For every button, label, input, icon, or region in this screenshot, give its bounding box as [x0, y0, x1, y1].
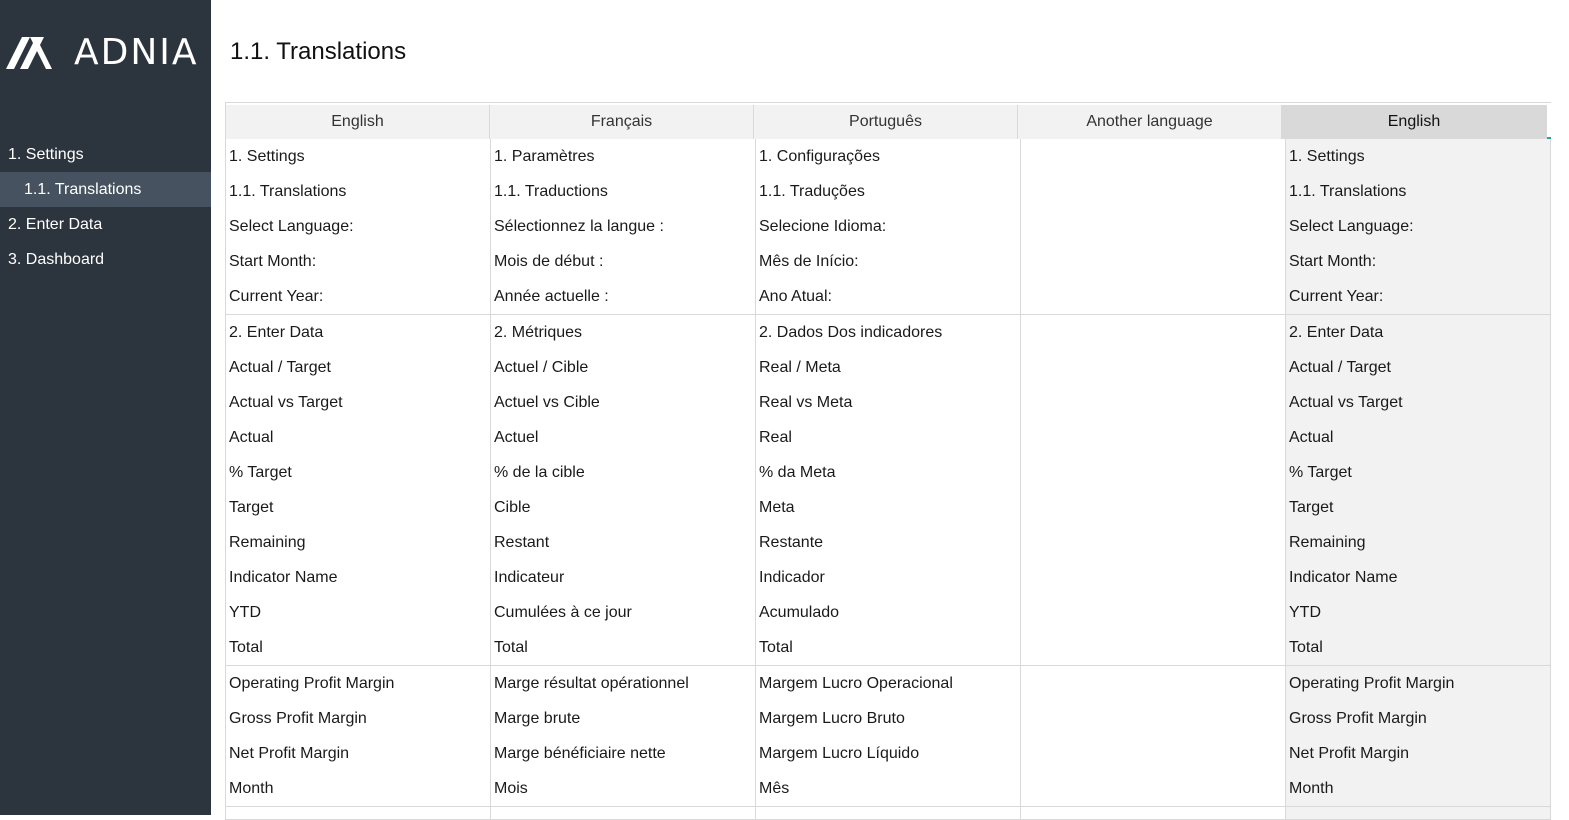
table-cell[interactable]: [1021, 209, 1285, 244]
sidebar-nav: [0, 137, 211, 277]
adnia-logo-icon: [6, 35, 54, 71]
column-header-another-language[interactable]: Another language: [1018, 105, 1282, 139]
table-cell[interactable]: 1.1. Traductions: [494, 183, 608, 200]
table-cell[interactable]: Margem Lucro Operacional: [759, 675, 953, 692]
table-cell[interactable]: % da Meta: [759, 464, 836, 481]
table-cell[interactable]: 1.1. Traduções: [759, 183, 865, 200]
table-cell[interactable]: Remaining: [1289, 534, 1366, 551]
table-cell[interactable]: Indicator Name: [1289, 569, 1398, 586]
brand-name: ADNIA: [74, 32, 199, 73]
table-cell[interactable]: % Target: [229, 464, 292, 481]
table-cell[interactable]: 1. Paramètres: [494, 148, 595, 165]
table-cell[interactable]: YTD: [229, 604, 261, 621]
nav-item-settings[interactable]: 1. Settings: [8, 146, 84, 163]
table-section-partial: [226, 807, 1551, 820]
brand-logo[interactable]: [6, 33, 199, 73]
table-cell[interactable]: Select Language:: [1289, 218, 1414, 235]
table-section: [226, 315, 1551, 666]
table-cell[interactable]: [1021, 455, 1285, 490]
table-cell[interactable]: Margem Lucro Líquido: [759, 745, 920, 762]
table-cell[interactable]: [1021, 385, 1285, 420]
table-cell[interactable]: 1. Settings: [229, 148, 305, 165]
table-cell[interactable]: [1021, 279, 1285, 314]
table-cell[interactable]: Actual / Target: [1289, 359, 1391, 376]
table-cell[interactable]: Margem Lucro Bruto: [759, 710, 905, 727]
page-title: 1.1. Translations: [230, 38, 407, 65]
table-cell[interactable]: Select Language:: [229, 218, 354, 235]
sidebar: [0, 0, 211, 815]
table-cell[interactable]: [1021, 736, 1285, 771]
column-another-language: [1021, 315, 1286, 665]
table-cell[interactable]: Net Profit Margin: [229, 745, 350, 762]
table-cell[interactable]: Start Month:: [1289, 253, 1377, 270]
table-cell[interactable]: Sélectionnez la langue :: [494, 218, 664, 235]
table-section: [226, 139, 1551, 315]
table-cell[interactable]: Actuel / Cible: [494, 359, 589, 376]
table-cell[interactable]: Actuel: [494, 429, 539, 446]
table-cell[interactable]: [1021, 701, 1285, 736]
nav-item-dashboard[interactable]: 3. Dashboard: [8, 251, 105, 268]
table-cell[interactable]: Total: [1289, 639, 1323, 656]
column-header-portuguese[interactable]: Português: [754, 105, 1018, 139]
table-cell[interactable]: [1021, 525, 1285, 560]
table-cell[interactable]: 1.1. Translations: [1289, 183, 1407, 200]
table-cell[interactable]: Remaining: [229, 534, 306, 551]
table-cell[interactable]: Mois: [494, 780, 528, 797]
column-another-language: [1021, 139, 1286, 314]
table-cell[interactable]: Net Profit Margin: [1289, 745, 1410, 762]
table-cell[interactable]: Restant: [494, 534, 550, 551]
table-cell[interactable]: Cible: [494, 499, 531, 516]
table-cell[interactable]: Restante: [759, 534, 824, 551]
table-cell[interactable]: Indicador: [759, 569, 825, 586]
table-cell[interactable]: Marge résultat opérationnel: [494, 675, 689, 692]
table-cell[interactable]: [1021, 595, 1285, 630]
column-portuguese: [756, 807, 1021, 819]
table-cell[interactable]: Current Year:: [229, 288, 324, 305]
table-cell[interactable]: 2. Enter Data: [229, 324, 324, 341]
column-another-language: [1021, 807, 1286, 819]
table-cell[interactable]: [1021, 490, 1285, 525]
column-french: [491, 139, 756, 314]
table-cell[interactable]: 2. Métriques: [494, 324, 583, 341]
table-cell[interactable]: [1021, 771, 1285, 806]
column-portuguese: [756, 139, 1021, 314]
column-english: [226, 315, 491, 665]
table-cell[interactable]: Mês: [759, 780, 790, 797]
table-cell[interactable]: 1.1. Translations: [229, 183, 347, 200]
column-portuguese: [756, 315, 1021, 665]
table-cell[interactable]: Ano Atual:: [759, 288, 832, 305]
table-cell[interactable]: % Target: [1289, 464, 1352, 481]
table-cell[interactable]: Acumulado: [759, 604, 840, 621]
table-cell[interactable]: [1021, 174, 1285, 209]
nav-item-enter-data[interactable]: 2. Enter Data: [8, 216, 103, 233]
column-header-french[interactable]: Français: [490, 105, 754, 139]
column-selected-language: [1286, 666, 1551, 806]
table-cell[interactable]: 2. Enter Data: [1289, 324, 1384, 341]
table-cell[interactable]: [1021, 350, 1285, 385]
column-english: [226, 807, 491, 819]
table-cell[interactable]: Month: [1289, 780, 1334, 797]
table-cell[interactable]: [1021, 139, 1285, 174]
table-cell[interactable]: Mês de Início:: [759, 253, 859, 270]
table-cell[interactable]: [1021, 666, 1285, 701]
table-cell[interactable]: Marge bénéficiaire nette: [494, 745, 666, 762]
table-cell[interactable]: Meta: [759, 499, 795, 516]
table-cell[interactable]: Real vs Meta: [759, 394, 853, 411]
table-cell[interactable]: Operating Profit Margin: [229, 675, 395, 692]
table-cell[interactable]: [1021, 244, 1285, 279]
table-cell[interactable]: [1021, 630, 1285, 665]
table-cell[interactable]: Actual vs Target: [1289, 394, 1403, 411]
table-cell[interactable]: Gross Profit Margin: [229, 710, 367, 727]
table-cell[interactable]: Total: [759, 639, 793, 656]
table-cell[interactable]: Total: [229, 639, 263, 656]
table-section: [226, 666, 1551, 807]
table-cell[interactable]: Target: [229, 499, 274, 516]
column-french: [491, 666, 756, 806]
table-cell[interactable]: 1. Settings: [1289, 148, 1365, 165]
column-french: [491, 315, 756, 665]
table-cell[interactable]: Real / Meta: [759, 359, 841, 376]
table-cell[interactable]: Selecione Idioma:: [759, 218, 887, 235]
column-selected-language: [1286, 139, 1551, 314]
table-cell[interactable]: Total: [494, 639, 528, 656]
table-header-row: [226, 102, 1551, 139]
table-cell[interactable]: Cumulées à ce jour: [494, 604, 632, 621]
column-english: [226, 139, 491, 314]
table-cell[interactable]: Real: [759, 429, 792, 446]
column-french: [491, 807, 756, 819]
table-cell[interactable]: Actual / Target: [229, 359, 331, 376]
column-header-selected-language[interactable]: English: [1282, 105, 1547, 139]
table-cell[interactable]: [1021, 560, 1285, 595]
nav-item-translations[interactable]: 1.1. Translations: [0, 172, 211, 207]
table-cell[interactable]: Indicateur: [494, 569, 565, 586]
column-selected-language: [1286, 315, 1551, 665]
column-english: [226, 666, 491, 806]
column-header-english[interactable]: English: [226, 105, 490, 139]
translation-table: [225, 102, 1551, 820]
table-cell[interactable]: Marge brute: [494, 710, 581, 727]
table-cell[interactable]: Actuel vs Cible: [494, 394, 600, 411]
table-cell[interactable]: Actual: [1289, 429, 1334, 446]
table-cell[interactable]: Operating Profit Margin: [1289, 675, 1455, 692]
table-cell[interactable]: YTD: [1289, 604, 1321, 621]
table-cell[interactable]: Année actuelle :: [494, 288, 609, 305]
column-portuguese: [756, 666, 1021, 806]
table-cell[interactable]: Target: [1289, 499, 1334, 516]
table-cell[interactable]: [1021, 420, 1285, 455]
table-cell[interactable]: Start Month:: [229, 253, 317, 270]
table-cell[interactable]: Gross Profit Margin: [1289, 710, 1427, 727]
table-cell[interactable]: Current Year:: [1289, 288, 1384, 305]
column-selected-language: [1286, 807, 1551, 819]
table-cell[interactable]: Actual: [229, 429, 274, 446]
table-cell[interactable]: % de la cible: [494, 464, 585, 481]
column-another-language: [1021, 666, 1286, 806]
table-cell[interactable]: Actual vs Target: [229, 394, 343, 411]
table-cell[interactable]: 1. Configurações: [759, 148, 880, 165]
table-cell[interactable]: 2. Dados Dos indicadores: [759, 324, 943, 341]
table-cell[interactable]: Indicator Name: [229, 569, 338, 586]
table-cell[interactable]: [1021, 315, 1285, 350]
table-cell[interactable]: Mois de début :: [494, 253, 604, 270]
table-cell[interactable]: Month: [229, 780, 274, 797]
